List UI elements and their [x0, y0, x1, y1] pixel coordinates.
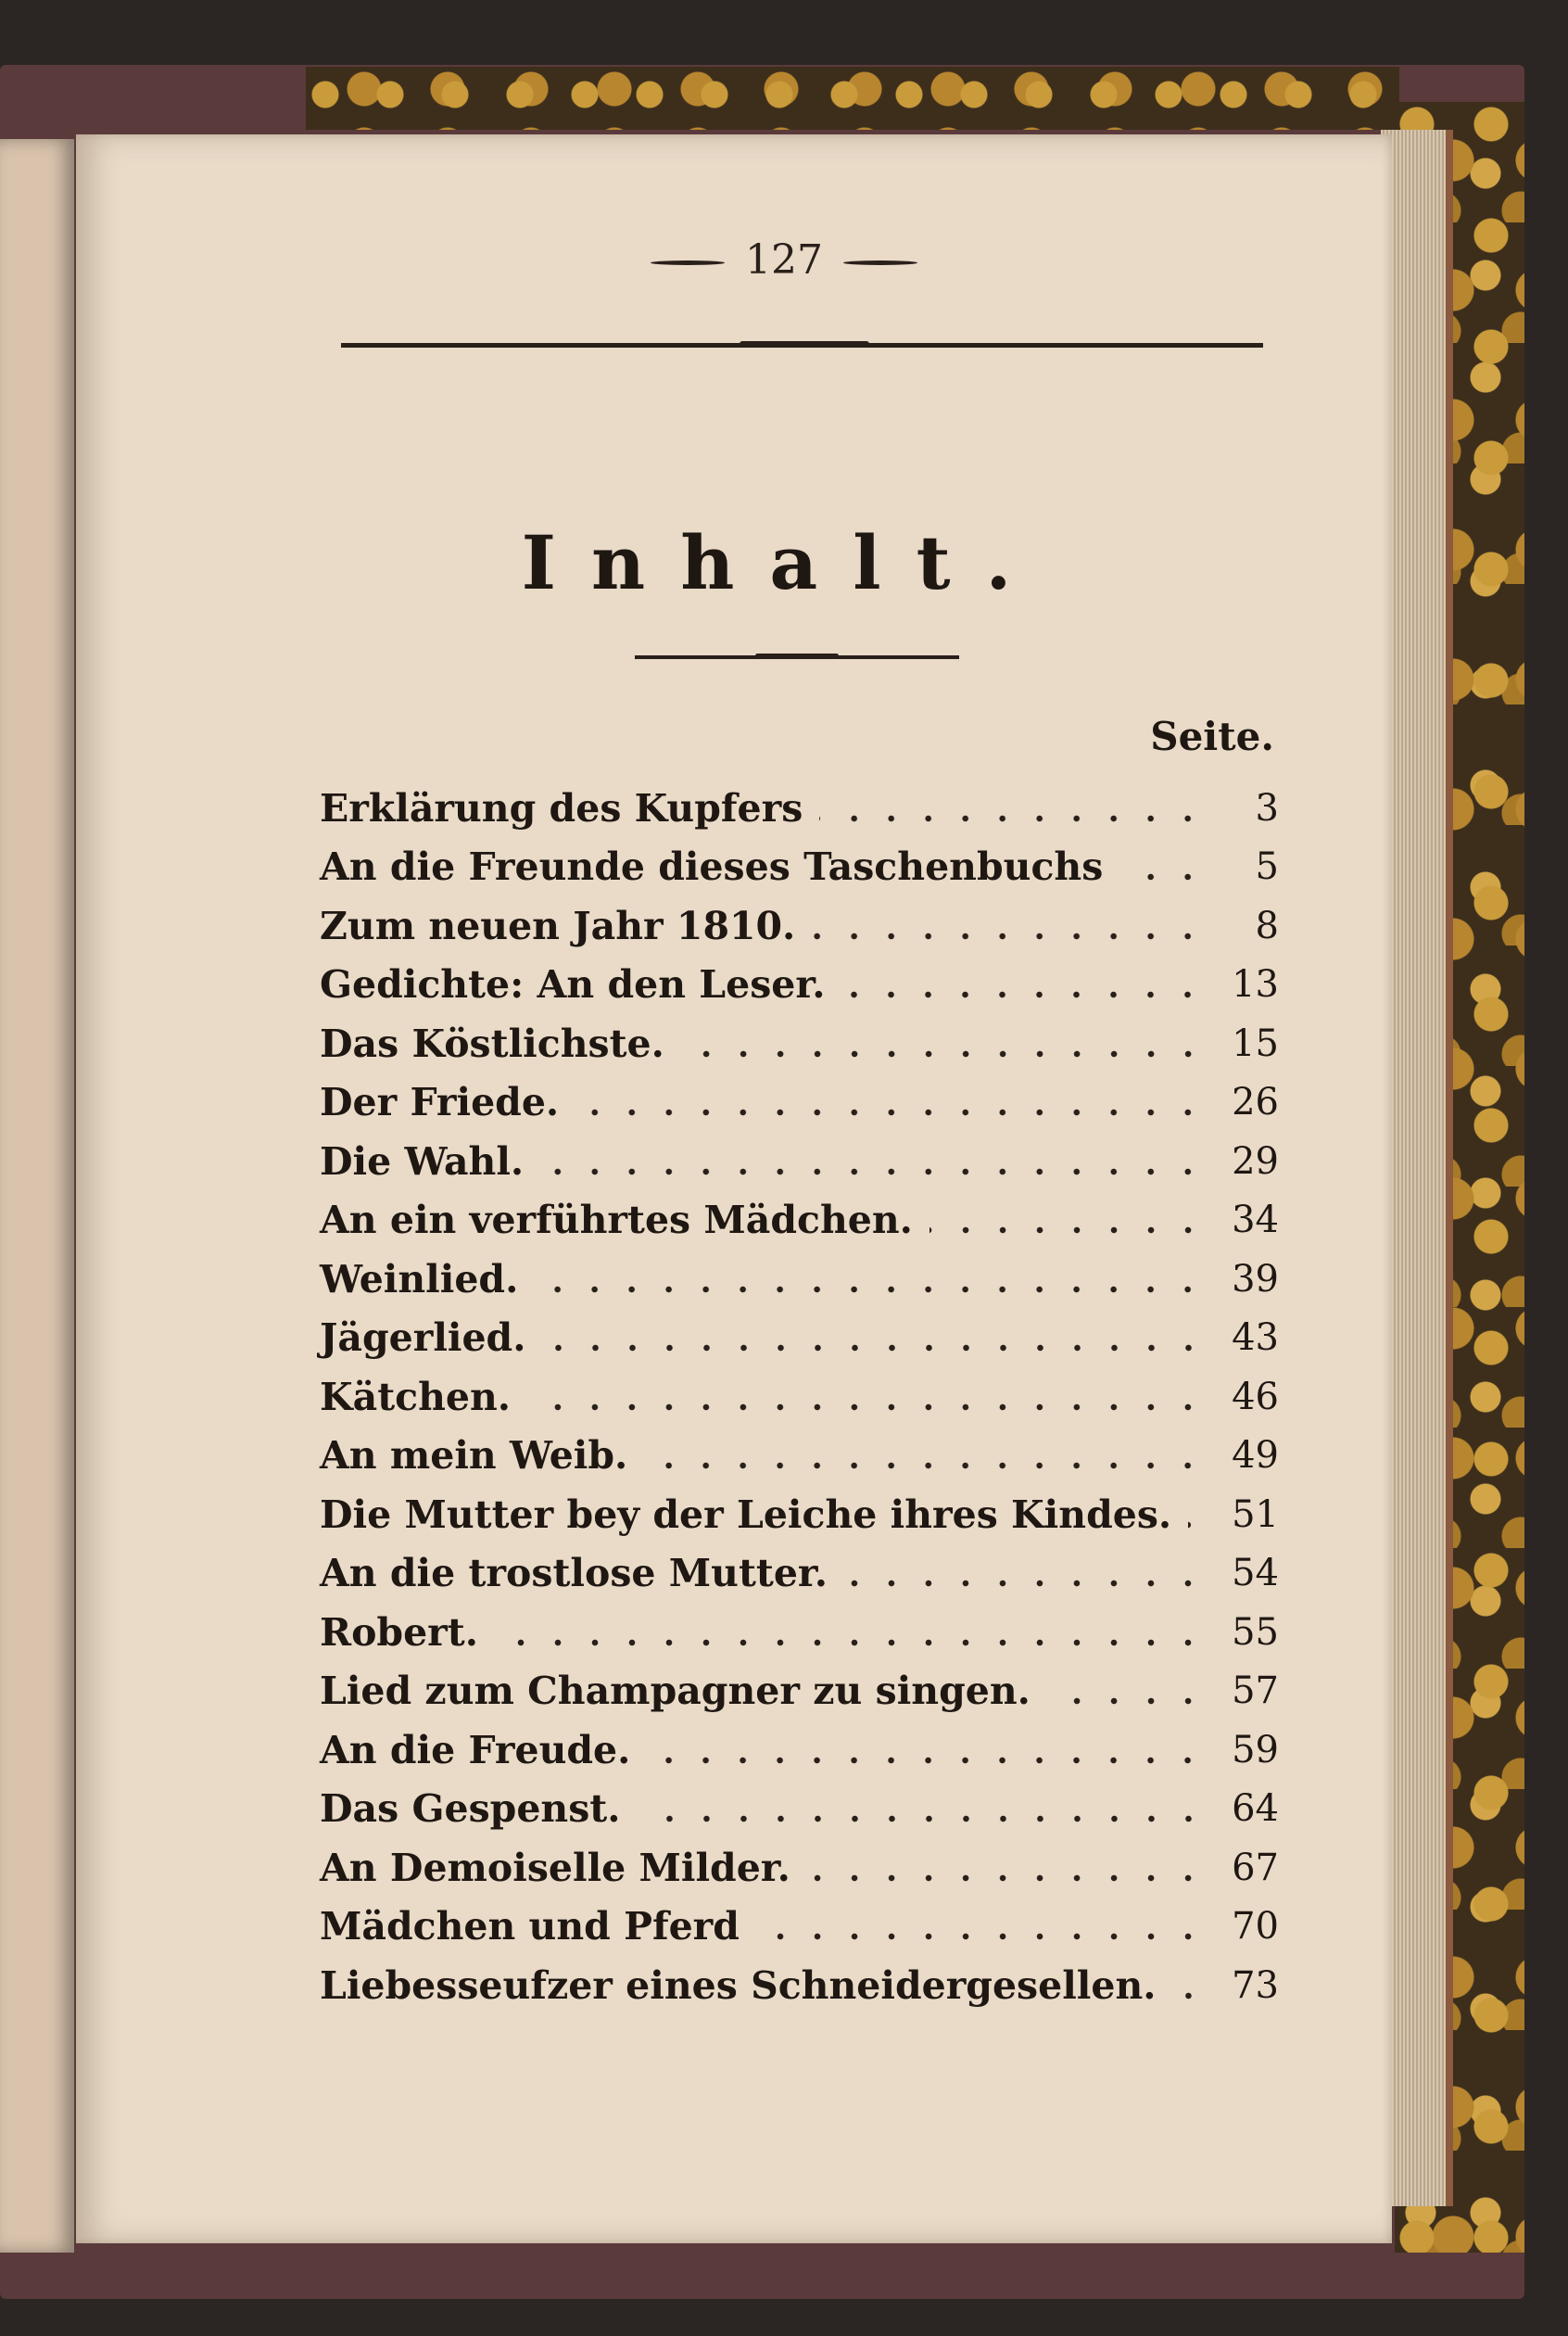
header-rule	[341, 343, 1263, 348]
toc-entry-page: 5	[1255, 845, 1279, 889]
toc-entry-title: Mädchen und Pferd	[320, 1904, 740, 1949]
toc-entry	[320, 779, 1279, 838]
toc-entry-title: Weinlied.	[320, 1256, 519, 1301]
leader-dots	[807, 1873, 1207, 1883]
page-title: Inhalt.	[521, 519, 1047, 606]
leader-dots	[1188, 1520, 1207, 1530]
marbled-board-top	[306, 67, 1399, 130]
leader-dots	[841, 990, 1207, 999]
toc-entry-page: 13	[1232, 963, 1279, 1007]
toc-entry	[320, 1191, 1279, 1251]
leader-dots	[543, 1343, 1208, 1352]
toc-entry-page: 34	[1232, 1199, 1279, 1242]
toc-entry-title: Lied zum Champagner zu singen.	[320, 1669, 1031, 1714]
toc-entry-title: An mein Weib.	[320, 1433, 628, 1479]
toc-entry	[320, 896, 1279, 956]
toc-entry-title: Die Wahl.	[320, 1138, 525, 1184]
swash-ornament-left	[651, 260, 725, 265]
toc-entry-page: 70	[1232, 1905, 1279, 1949]
toc-entry	[320, 1367, 1279, 1427]
toc-entry-page: 43	[1232, 1316, 1279, 1360]
toc-entry-title: Das Köstlichste.	[320, 1021, 664, 1066]
toc-entry	[320, 1485, 1279, 1544]
leader-dots	[1047, 1696, 1207, 1706]
leader-dots	[647, 1756, 1207, 1765]
leader-dots	[575, 1108, 1207, 1117]
leader-dots	[819, 814, 1207, 823]
toc-entry-title: Das Gespenst.	[320, 1786, 621, 1832]
toc-entry-title: Robert.	[320, 1609, 478, 1655]
toc-entry-page: 15	[1232, 1022, 1279, 1065]
leader-dots	[681, 1049, 1207, 1059]
table-of-contents	[320, 779, 1279, 2015]
toc-entry-page: 64	[1232, 1787, 1279, 1831]
toc-entry-page: 46	[1232, 1375, 1279, 1418]
toc-entry	[320, 1838, 1279, 1898]
toc-entry	[320, 1427, 1279, 1486]
toc-entry-title: Zum neuen Jahr 1810.	[320, 903, 796, 948]
toc-entry-title: Gedichte: An den Leser.	[320, 962, 826, 1008]
toc-entry-page: 26	[1232, 1081, 1279, 1124]
toc-entry	[320, 1662, 1279, 1721]
toc-entry-title: An die Freunde dieses Taschenbuchs	[320, 844, 1104, 890]
leader-dots	[812, 932, 1207, 941]
toc-entry	[320, 1309, 1279, 1368]
swash-ornament-right	[843, 260, 917, 265]
toc-entry-page: 29	[1232, 1139, 1279, 1183]
toc-entry	[320, 1014, 1279, 1073]
leader-dots	[844, 1579, 1207, 1588]
column-header-page: Seite.	[1150, 714, 1274, 759]
toc-entry-title: An Demoiselle Milder.	[320, 1845, 790, 1890]
toc-entry-page: 3	[1255, 786, 1279, 830]
toc-entry	[320, 1250, 1279, 1309]
page-number	[0, 236, 1568, 284]
leader-dots	[1119, 872, 1207, 882]
toc-entry-page: 67	[1232, 1846, 1279, 1889]
toc-entry	[320, 956, 1279, 1015]
leader-dots	[929, 1225, 1207, 1235]
toc-entry-title: Liebesseufzer eines Schneidergesellen.	[320, 1962, 1157, 2008]
toc-entry-title: Der Friede.	[320, 1080, 560, 1125]
leader-dots	[638, 1814, 1207, 1823]
toc-entry-page: 51	[1232, 1492, 1279, 1536]
toc-entry-page: 59	[1232, 1728, 1279, 1771]
toc-entry	[320, 1132, 1279, 1191]
toc-entry-page: 73	[1232, 1963, 1279, 2007]
leader-dots	[527, 1403, 1207, 1412]
leader-dots	[535, 1285, 1207, 1294]
leader-dots	[495, 1638, 1207, 1647]
toc-entry-title: Erklärung des Kupfers	[320, 785, 803, 831]
leader-dots	[540, 1167, 1207, 1176]
toc-entry	[320, 1544, 1279, 1604]
left-page-edge	[0, 139, 74, 2253]
toc-entry-title: An die Freude.	[320, 1727, 631, 1772]
toc-entry	[320, 1603, 1279, 1662]
toc-entry-title: Jägerlied.	[320, 1315, 526, 1361]
toc-entry	[320, 1073, 1279, 1133]
toc-entry-page: 55	[1232, 1610, 1279, 1654]
toc-entry-page: 8	[1255, 904, 1279, 947]
toc-entry-title: An die trostlose Mutter.	[320, 1551, 828, 1596]
toc-entry-page: 57	[1232, 1669, 1279, 1713]
title-rule	[635, 655, 959, 659]
toc-entry	[320, 1956, 1279, 2015]
toc-entry-page: 49	[1232, 1434, 1279, 1478]
leader-dots	[756, 1932, 1207, 1941]
leader-dots	[644, 1461, 1207, 1470]
toc-entry	[320, 1780, 1279, 1839]
toc-entry-title: Kätchen.	[320, 1374, 512, 1419]
toc-entry	[320, 1898, 1279, 1957]
toc-entry	[320, 838, 1279, 897]
toc-entry-page: 54	[1232, 1552, 1279, 1595]
toc-entry-page: 39	[1232, 1257, 1279, 1301]
toc-entry-title: Die Mutter bey der Leiche ihres Kindes.	[320, 1492, 1172, 1537]
page-number-text: 127	[745, 236, 823, 284]
toc-entry	[320, 1720, 1279, 1780]
toc-entry-title: An ein verführtes Mädchen.	[320, 1198, 913, 1243]
leader-dots	[1173, 1991, 1207, 2000]
